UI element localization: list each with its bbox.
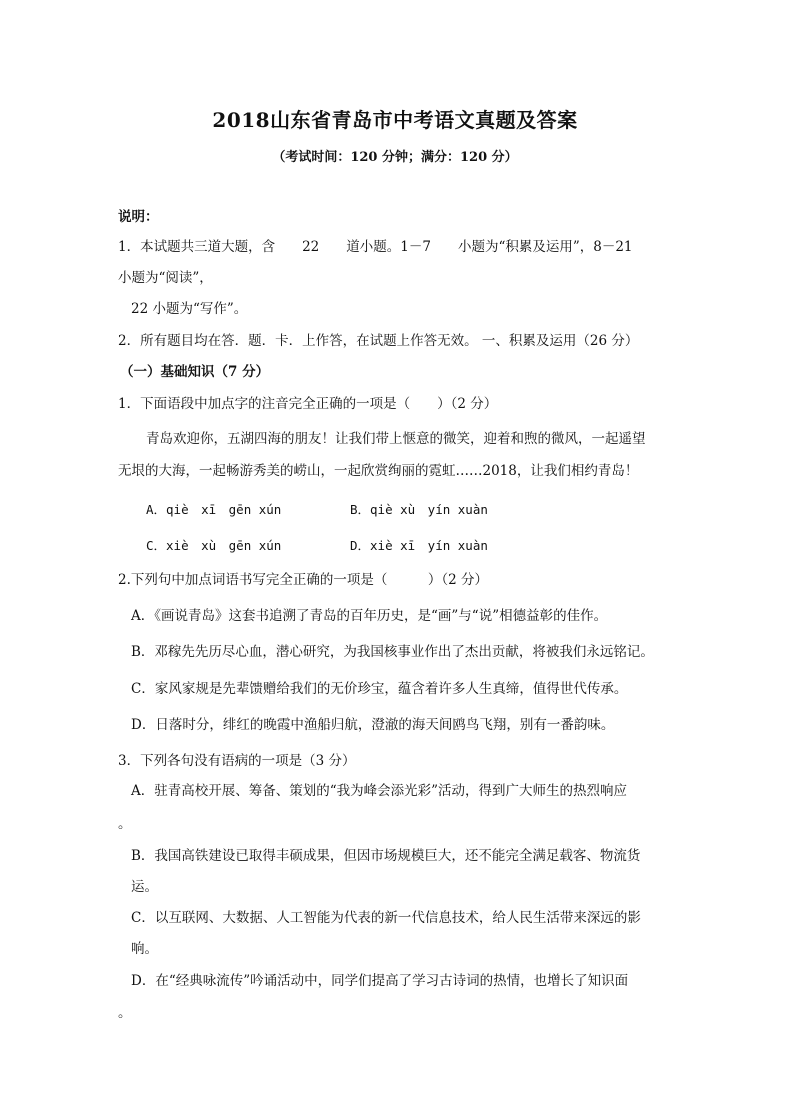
note-line-1: 1．本试题共三道大题，含 22 道小题。1－7 小题为“积累及运用”，8－21 (118, 239, 633, 255)
q3-option-a-line-2: 。 (118, 816, 132, 832)
q3-option-c-line-2: 响。 (131, 941, 158, 957)
q3-option-d-line-2: 。 (118, 1005, 132, 1021)
q2-option-b: B．邓稼先先历尽心血，潜心研究，为我国核事业作出了杰出贡献，将被我们永远铭记。 (131, 644, 654, 660)
q3-option-a-line-1: A．驻青高校开展、筹备、策划的“我为峰会添光彩”活动，得到广大师生的热烈响应 (131, 783, 628, 799)
q1-passage-line-2: 无垠的大海，一起畅游秀美的崂山，一起欣赏绚丽的霓虹……2018，让我们相约青岛！ (118, 463, 639, 479)
q1-option-c: C．xiè xù gēn xún (146, 538, 282, 553)
q2-option-c: C．家风家规是先辈馈赠给我们的无价珍宝，蕴含着许多人生真缔，值得世代传承。 (131, 681, 628, 697)
q1-option-a: A．qiè xī gēn xún (146, 502, 282, 517)
question-2: 2.下列句中加点词语书写完全正确的一项是（ ）（2 分） (118, 572, 489, 588)
page-subtitle: （考试时间：120 分钟；满分：120 分） (272, 150, 518, 165)
note-heading: 说明： (118, 209, 159, 225)
note-line-3: 22 小题为“写作”。 (131, 301, 248, 317)
question-1: 1．下面语段中加点字的注音完全正确的一项是（ ）（2 分） (118, 396, 498, 412)
q2-option-a: A．《画说青岛》这套书追溯了青岛的百年历史，是“画”与“说”相德益彰的佳作。 (131, 608, 608, 624)
page-title: 2018山东省青岛市中考语文真题及答案 (212, 108, 578, 132)
section-heading: （一）基础知识（7 分） (120, 364, 270, 380)
question-3: 3．下列各句没有语病的一项是（3 分） (118, 753, 356, 769)
q1-option-b: B．qiè xù yín xuàn (350, 502, 488, 517)
q3-option-b-line-2: 运。 (131, 879, 158, 895)
q3-option-b-line-1: B．我国高铁建设已取得丰硕成果，但因市场规模巨大，还不能完全满足载客、物流货 (131, 848, 641, 864)
q3-option-c-line-1: C．以互联网、大数据、人工智能为代表的新一代信息技术，给人民生活带来深远的影 (131, 910, 641, 926)
q1-passage-line-1: 青岛欢迎你，五湖四海的朋友！让我们带上惬意的微笑，迎着和煦的微风，一起遥望 (146, 431, 646, 447)
q2-option-d: D．日落时分，绯红的晚霞中渔船归航，澄澈的海天间鸥鸟飞翔，别有一番韵味。 (131, 717, 615, 733)
q1-option-d: D．xiè xī yín xuàn (350, 538, 488, 553)
note-line-2: 小题为“阅读”， (118, 270, 213, 286)
q3-option-d-line-1: D．在“经典咏流传”吟诵活动中，同学们提高了学习古诗词的热情，也增长了知识面 (131, 973, 629, 989)
note-line-4: 2．所有题目均在答．题．卡．上作答，在试题上作答无效。 一、积累及运用（26 分） (118, 333, 639, 349)
